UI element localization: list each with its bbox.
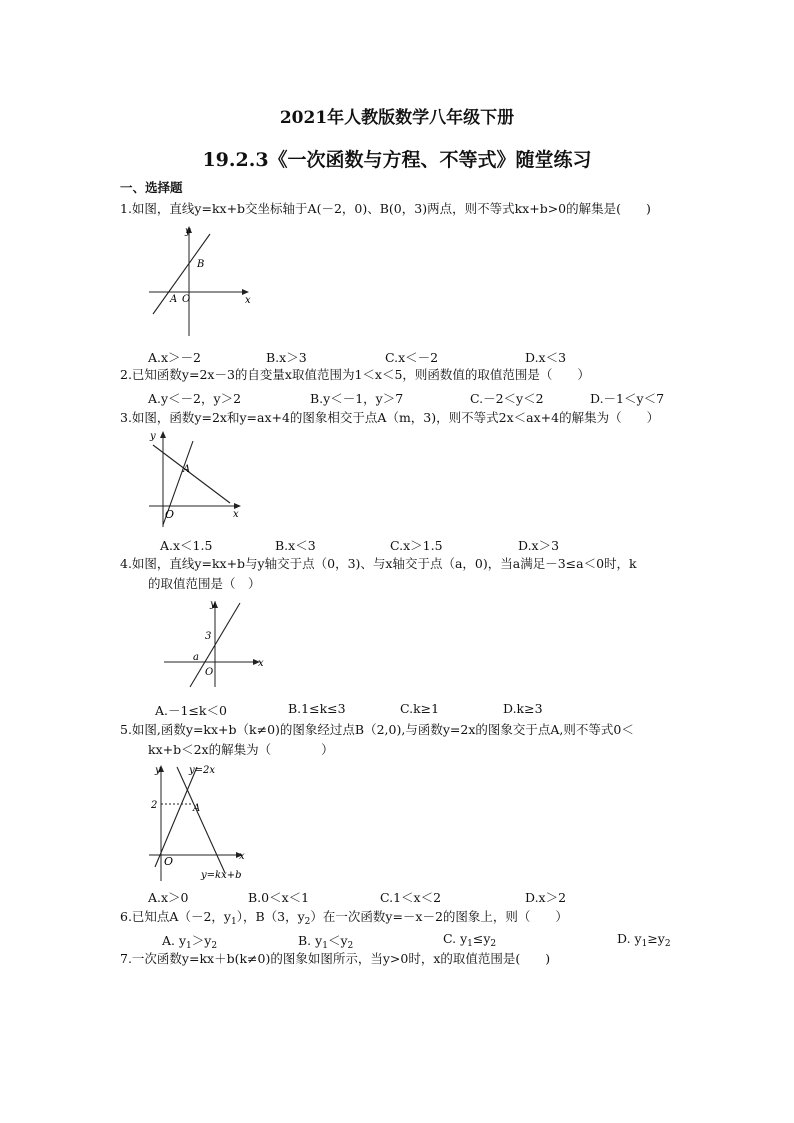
q3-x-label: x xyxy=(233,509,239,520)
q3-option-b: B.x＜3 xyxy=(275,538,316,553)
question-5-line-1: 5.如图,函数y=kx+b（k≠0)的图象经过点B（2,0),与函数y=2x的图象交于点A,则不等式0＜ xyxy=(120,722,634,737)
q3-point-a: A xyxy=(183,464,191,475)
q3-y-label: y xyxy=(150,431,156,442)
q1-y-label: y xyxy=(185,226,191,237)
q1-option-b: B.x＞3 xyxy=(266,350,307,365)
question-2-text: 2.已知函数y=2x－3的自变量x取值范围为1＜x＜5，则函数值的取值范围是（ ） xyxy=(120,367,590,382)
q2-option-a: A.y＜－2，y＞2 xyxy=(148,391,242,406)
q4-label-3: 3 xyxy=(205,631,212,642)
question-6-text: 6.已知点A（－2，$y_1$），B（3，$y_2$）在一次函数y=－x－2的图象上，则（ ） xyxy=(120,909,568,927)
q5-point-a: A xyxy=(193,803,201,814)
q1-point-b: B xyxy=(197,259,205,270)
q5-option-d: D.x＞2 xyxy=(525,890,567,905)
question-5-line-2: kx+b＜2x的解集为（ ） xyxy=(148,742,334,757)
q5-option-a: A.x＞0 xyxy=(148,890,189,905)
q5-origin: O xyxy=(164,855,174,868)
q4-x-label: x xyxy=(258,658,264,669)
q4-option-b: B.1≤k≤3 xyxy=(288,701,346,716)
q1-point-a: A xyxy=(170,294,178,305)
q4-label-a: a xyxy=(193,652,199,663)
q5-option-c: C.1＜x＜2 xyxy=(380,890,442,905)
q2-option-c: C.－2＜y＜2 xyxy=(470,391,544,406)
question-5-figure xyxy=(145,761,250,883)
q6-option-d: D. $y_1\ge y_2$ xyxy=(617,931,671,949)
q3-option-d: D.x＞3 xyxy=(518,538,560,553)
q3-origin: O xyxy=(165,508,175,521)
q5-option-b: B.0＜x＜1 xyxy=(248,890,310,905)
q6-option-c: C. $y_1\le y_2$ xyxy=(443,931,497,949)
q5-y-label: y xyxy=(155,765,161,776)
q2-option-d: D.－1＜y＜7 xyxy=(590,391,665,406)
document-title: 2021年人教版数学八年级下册 xyxy=(279,108,515,128)
q5-x-label: x xyxy=(239,851,245,862)
q2-option-b: B.y＜－1，y＞7 xyxy=(310,391,404,406)
question-3-figure xyxy=(145,427,245,530)
q4-origin: O xyxy=(205,667,214,678)
question-1-figure xyxy=(145,222,255,340)
question-4-line-2: 的取值范围是（ ） xyxy=(148,576,261,591)
question-1-text: 1.如图，直线y=kx+b交坐标轴于A(－2，0)、B(0，3)两点，则不等式kx+b>0的解集是( ) xyxy=(120,201,651,216)
question-3-text: 3.如图，函数y=2x和y=ax+4的图象相交于点A（m，3)，则不等式2x＜ax+4的解集为（ ） xyxy=(120,410,660,425)
q4-option-a: A.－1≤k＜0 xyxy=(155,703,227,718)
q3-option-c: C.x＞1.5 xyxy=(390,538,443,553)
question-4-figure xyxy=(160,597,270,689)
q1-option-c: C.x＜－2 xyxy=(385,350,439,365)
q4-y-label: y xyxy=(210,599,216,610)
q5-label-2: 2 xyxy=(151,800,158,811)
q5-line-y2x: y=2x xyxy=(189,765,216,776)
question-4-line-1: 4.如图，直线y=kx+b与y轴交于点（0，3)、与x轴交于点（a，0)，当a满足－3≤a＜0时，k xyxy=(120,556,637,571)
section-heading: 一、选择题 xyxy=(120,180,183,195)
q1-x-label: x xyxy=(245,295,251,306)
q6-option-b: B. $y_1<y_2$ xyxy=(298,933,354,951)
q3-option-a: A.x＜1.5 xyxy=(160,538,213,553)
q1-option-a: A.x＞－2 xyxy=(148,350,202,365)
document-subtitle: 19.2.3《一次函数与方程、不等式》随堂练习 xyxy=(202,149,592,171)
q5-line-kxb: y=kx+b xyxy=(201,870,242,881)
q6-option-a: A. $y_1>y_2$ xyxy=(162,933,218,951)
q4-option-c: C.k≥1 xyxy=(400,701,440,716)
q1-origin: O xyxy=(182,294,191,305)
q1-option-d: D.x＜3 xyxy=(525,350,567,365)
q4-option-d: D.k≥3 xyxy=(503,701,543,716)
question-7-text: 7.一次函数y=kx＋b(k≠0)的图象如图所示，当y>0时，x的取值范围是( ) xyxy=(120,951,551,966)
